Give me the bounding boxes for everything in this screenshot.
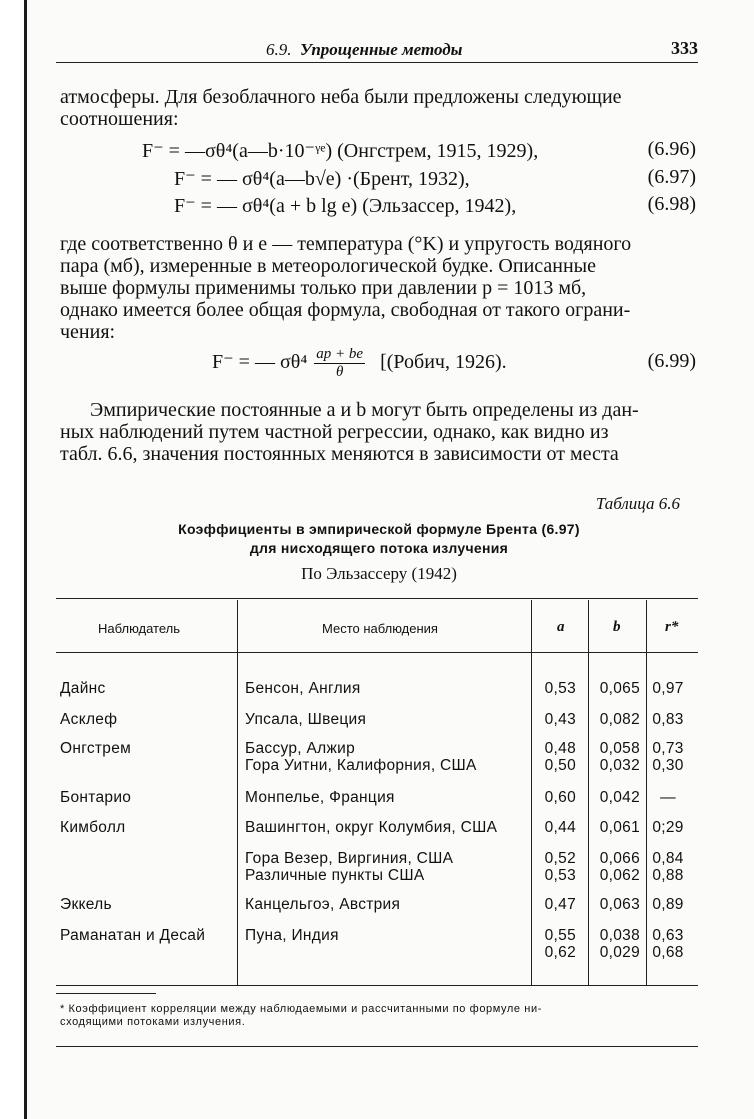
cell-b: 0,063 — [599, 896, 640, 913]
cell-b: 0,029 — [599, 944, 640, 961]
cell-r: 0,63 — [652, 927, 684, 944]
cell-place: Различные пункты США — [245, 867, 425, 884]
cell-observer: Эккель — [60, 896, 112, 913]
column-divider — [646, 600, 647, 985]
cell-r: 0,73 — [652, 740, 684, 757]
footnote: * Коэффициент корреляции между наблюдаемыми и рассчитанными по формуле ни- сходящими потоками излучения. — [60, 1003, 542, 1028]
cell-b: 0,066 — [599, 850, 640, 867]
cell-r: 0,83 — [652, 711, 684, 728]
cell-b: 0,065 — [599, 680, 640, 697]
cell-b: 0,038 — [599, 927, 640, 944]
cell-observer: Асклеф — [60, 711, 118, 728]
cell-place: Бенсон, Англия — [245, 680, 361, 697]
cell-r: 0,97 — [652, 680, 684, 697]
column-divider — [531, 600, 532, 985]
cell-observer: Онгстрем — [60, 740, 132, 757]
equation-6-98: F⁻ = — σθ⁴(a + b lg e) (Эльзассер, 1942), — [174, 195, 517, 217]
cell-a: 0,43 — [544, 711, 576, 728]
equation-number: (6.96) — [647, 138, 696, 160]
cell-place: Гора Уитни, Калифорния, США — [245, 757, 477, 774]
cell-place: Пуна, Индия — [245, 927, 339, 944]
equation-number: (6.97) — [647, 166, 696, 188]
cell-a: 0,53 — [544, 680, 576, 697]
table-title-line-2: для нисходящего потока излучения — [249, 540, 509, 556]
table-subtitle: По Эльзассеру (1942) — [301, 564, 457, 583]
cell-a: 0,48 — [544, 740, 576, 757]
cell-a: 0,60 — [544, 789, 576, 806]
table-bottom-rule — [56, 985, 698, 986]
equation-6-97: F⁻ = — σθ⁴(a—b√e) ·(Брент, 1932), — [174, 168, 470, 190]
equation-number: (6.99) — [647, 350, 696, 372]
cell-a: 0,62 — [544, 944, 576, 961]
cell-b: 0,062 — [599, 867, 640, 884]
cell-a: 0,52 — [544, 850, 576, 867]
cell-observer: Дайнс — [60, 680, 106, 697]
running-title: 6.9. Упрощенные методы — [266, 40, 463, 59]
table-header-rule — [56, 652, 698, 653]
cell-r: 0;29 — [652, 819, 684, 836]
cell-a: 0,50 — [544, 757, 576, 774]
cell-place: Бассур, Алжир — [245, 740, 356, 757]
table-caption: Таблица 6.6 — [595, 494, 680, 513]
cell-place: Гора Везер, Виргиния, США — [245, 850, 454, 867]
page-gutter — [0, 0, 27, 1119]
cell-place: Канцельгоэ, Австрия — [245, 896, 401, 913]
equation-6-99: F⁻ = — σθ⁴ $\frac{ap + be}{\theta}$ [(Робич, 1926). — [212, 346, 507, 380]
fraction: $\frac{ap + be}{\theta}$ — [316, 346, 364, 380]
cell-a: 0,47 — [544, 896, 576, 913]
cell-b: 0,042 — [599, 789, 640, 806]
header-place: Место наблюдения — [322, 621, 438, 636]
cell-b: 0,082 — [599, 711, 640, 728]
page-number: 333 — [671, 38, 698, 58]
cell-b: 0,061 — [599, 819, 640, 836]
page-bottom-rule — [56, 1046, 698, 1047]
cell-r: 0,30 — [652, 757, 684, 774]
cell-b: 0,032 — [599, 757, 640, 774]
cell-a: 0,53 — [544, 867, 576, 884]
column-divider — [588, 600, 589, 985]
body-paragraph-3: Эмпирические постоянные a и b могут быть определены из дан- ных наблюдений путем частной регрессии, однако, как видно из табл. 6.6, значения постоянных меняются в зависимости от места — [60, 399, 639, 465]
cell-place: Вашингтон, округ Колумбия, США — [245, 819, 498, 836]
cell-r: — — [660, 789, 676, 806]
running-header — [56, 38, 698, 63]
cell-observer: Кимболл — [60, 819, 126, 836]
intro-paragraph: атмосферы. Для безоблачного неба были предложены следующие соотношения: — [60, 86, 622, 130]
cell-r: 0,89 — [652, 896, 684, 913]
cell-place: Монпелье, Франция — [245, 789, 395, 806]
cell-a: 0,44 — [544, 819, 576, 836]
cell-a: 0,55 — [544, 927, 576, 944]
equation-6-96: F⁻ = —σθ⁴(a—b·10⁻ᵞᵉ) (Онгстрем, 1915, 1929), — [142, 140, 539, 162]
column-divider — [237, 600, 238, 985]
cell-observer: Бонтарио — [60, 789, 132, 806]
header-observer: Наблюдатель — [98, 621, 181, 636]
equation-number: (6.98) — [647, 193, 696, 215]
cell-b: 0,058 — [599, 740, 640, 757]
cell-place: Упсала, Швеция — [245, 711, 367, 728]
body-paragraph-2: где соответственно θ и e — температура (°K) и упругость водяного пара (мб), измеренные в метеорологической будке. Описанные выше формулы применимы только при давлении p = 1013 мб, однако имеется более общая формула, свободная от такого ограни- чения: — [60, 233, 632, 343]
table-title: Коэффициенты в эмпирической формуле Брента (6.97) — [178, 521, 580, 537]
header-a: a — [557, 619, 565, 635]
table-top-rule — [56, 598, 698, 599]
cell-r: 0,68 — [652, 944, 684, 961]
header-r: r* — [665, 619, 679, 635]
cell-r: 0,88 — [652, 867, 684, 884]
cell-observer: Раманатан и Десай — [60, 927, 206, 944]
cell-r: 0,84 — [652, 850, 684, 867]
footnote-rule — [56, 993, 156, 994]
header-b: b — [613, 619, 621, 635]
